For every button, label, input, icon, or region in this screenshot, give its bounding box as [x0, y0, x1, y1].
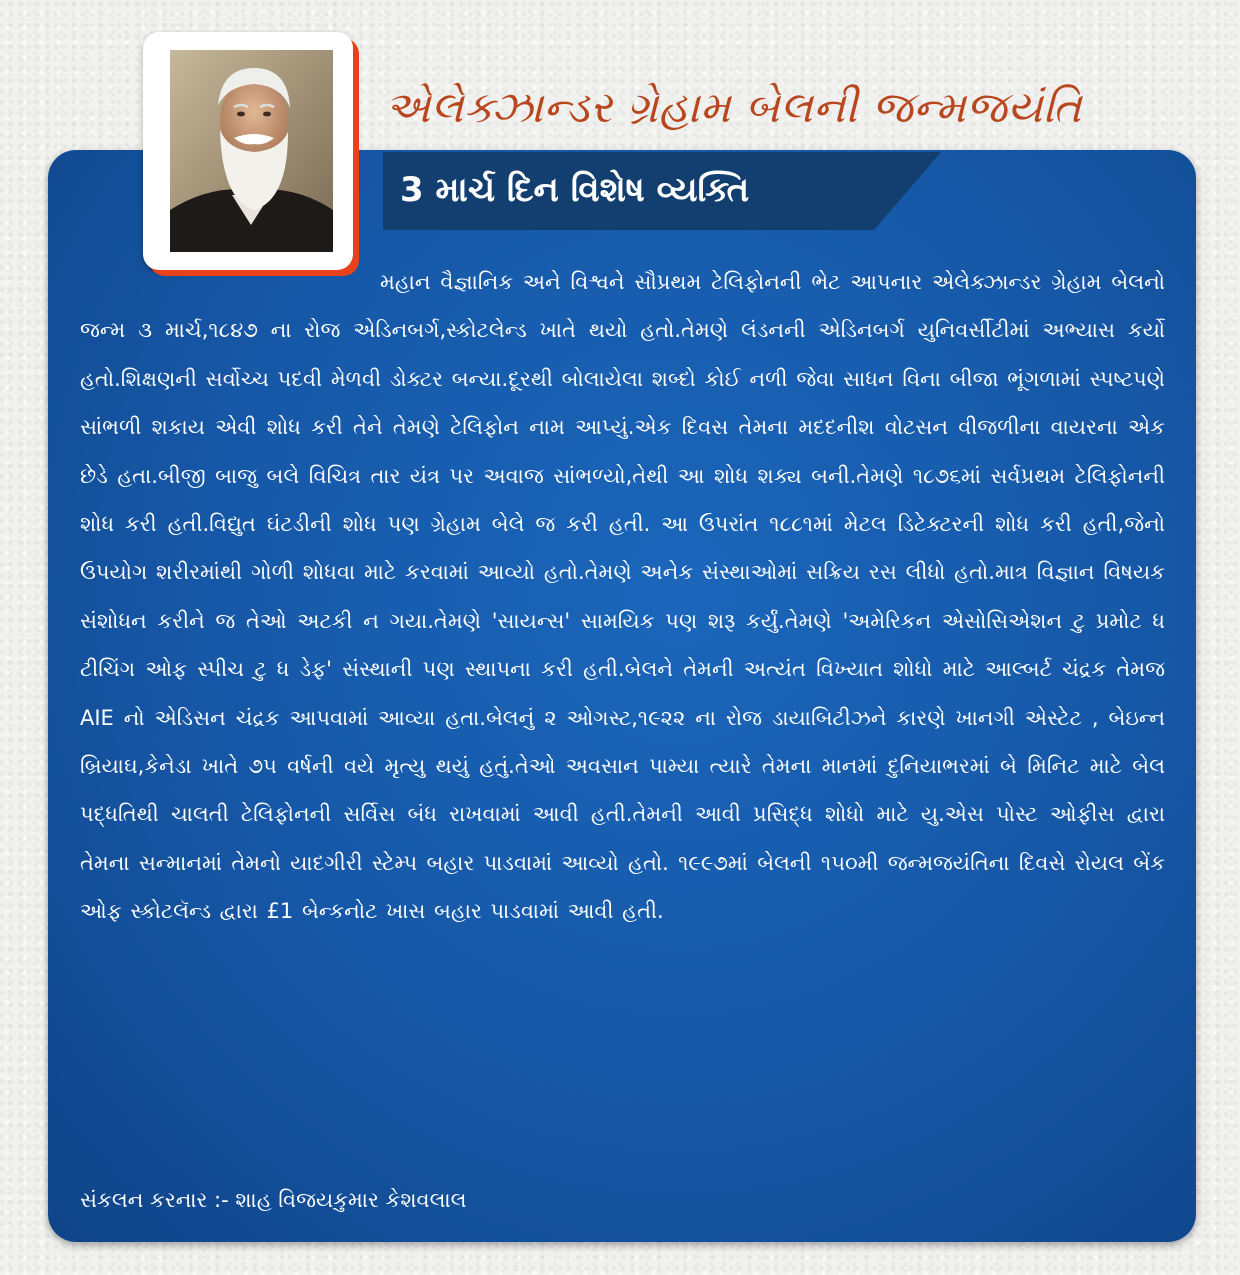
date-banner-label: 3 માર્ચ દિન વિશેષ વ્યક્તિ [400, 170, 750, 210]
biography-text: મહાન વૈજ્ઞાનિક અને વિશ્વને સૌપ્રથમ ટેલિફોનની ભેટ આપનાર એલેક્ઝાન્ડર ગ્રેહામ બેલનો જન્મ ૩ માર્ચ,૧૮૪૭ ના રોજ એડિનબર્ગ,સ્કોટલેન્ડ ખાતે થયો હતો.તેમણે લંડનની એડિનબર્ગ યુનિવર્સીટીમાં અભ્યાસ કર્યો હતો.શિક્ષણની સર્વોચ્ચ પદવી મેળવી ડોક્ટર બન્યા.દૂરથી બોલાયેલા શબ્દો કોઈ નળી જેવા સાધન વિના બીજા ભૂંગળામાં સ્પષ્ટપણે સાંભળી શકાય એવી શોધ કરી તેને તેમણે ટેલિફોન નામ આપ્યું.એક દિવસ તેમના મદદનીશ વોટસન વીજળીના વાયરના એક છેડે હતા.બીજી બાજુ બલે વિચિત્ર તાર યંત્ર પર અવાજ સાંભળ્યો,તેથી આ શોધ શક્ય બની.તેમણે ૧૮૭૬માં સર્વપ્રથમ ટેલિફોનની શોધ કરી હતી.વિદ્યુત ઘંટડીની શોધ પણ ગ્રેહામ બેલે જ કરી હતી. આ ઉપરાંત ૧૮૮૧માં મેટલ ડિટેક્ટરની શોધ કરી હતી,જેનો ઉપયોગ શરીરમાંથી ગોળી શોધવા માટે કરવામાં આવ્યો હતો.તેમણે અનેક સંસ્થાઓમાં સક્રિય રસ લીધો હતો.માત્ર વિજ્ઞાન વિષયક સંશોધન કરીને જ તેઓ અટકી ન ગયા.તેમણે 'સાયન્સ' સામયિક પણ શરૂ કર્યું.તેમણે 'અમેરિકન એસોસિએશન ટુ પ્રમોટ ધ ટીચિંગ ઓફ સ્પીચ ટુ ધ ડેફ' સંસ્થાની પણ સ્થાપના કરી હતી.બેલને તેમની અત્યંત વિખ્યાત શોધો માટે આલ્બર્ટ ચંદ્રક તેમજ AIE નો એડિસન ચંદ્રક આપવામાં આવ્યા હતા.બેલનું ૨ ઓગસ્ટ,૧૯૨૨ ના રોજ ડાયાબિટીઝને કારણે ખાનગી એસ્ટેટ , બેઇન્ન બ્રિયાઘ,કેનેડા ખાતે ૭૫ વર્ષની વયે મૃત્યુ થયું હતું.તેઓ અવસાન પામ્યા ત્યારે તેમના માનમાં દુનિયાભરમાં બે મિનિટ માટે બેલ પદ્ધતિથી ચાલતી ટેલિફોનની સર્વિસ બંધ રાખવામાં આવી હતી.તેમની આવી પ્રસિદ્ધ શોધો માટે યુ.એસ પોસ્ટ ઓફીસ દ્વારા તેમના સન્માનમાં તેમનો યાદગીરી સ્ટેમ્પ બહાર પાડવામાં આવ્યો હતો. ૧૯૯૭માં બેલની ૧૫૦મી જન્મજયંતિના દિવસે રોયલ બેંક ઓફ સ્કોટલૅન્ડ દ્વારા £1 બેન્કનોટ ખાસ બહાર પાડવામાં આવી હતી. [80, 270, 1165, 924]
portrait-photo [170, 50, 333, 252]
portrait-illustration [170, 50, 333, 252]
page-heading: એલેક્ઝાન્ડર ગ્રેહામ બેલની જન્મજયંતિ [385, 83, 1082, 133]
compiler-credit: સંકલન કરનાર :- શાહ વિજયકુમાર કેશવલાલ [80, 1188, 467, 1212]
